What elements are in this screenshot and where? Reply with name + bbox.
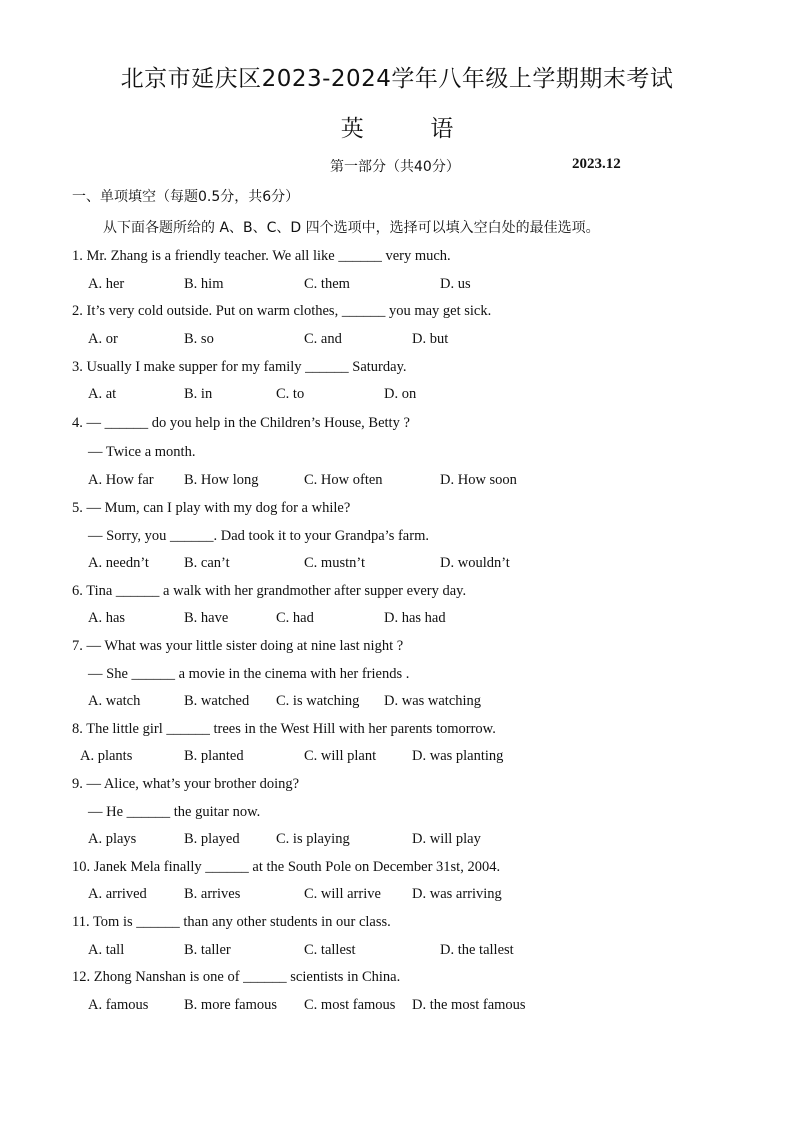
question-7-line-1: 7. — What was your little sister doing at nine last night ? bbox=[72, 638, 404, 654]
question-5-option-a[interactable]: A. needn’t bbox=[88, 555, 149, 571]
question-11-option-c[interactable]: C. tallest bbox=[304, 942, 356, 958]
question-8-line-1: 8. The little girl ______ trees in the West Hill with her parents tomorrow. bbox=[72, 721, 496, 737]
question-3-option-c[interactable]: C. to bbox=[276, 386, 305, 402]
question-9-option-b[interactable]: B. played bbox=[184, 831, 240, 847]
question-5-option-c[interactable]: C. mustn’t bbox=[304, 555, 365, 571]
question-4-line-1: 4. — ______ do you help in the Children’s House, Betty ? bbox=[72, 415, 410, 431]
question-10-option-d[interactable]: D. was arriving bbox=[412, 886, 502, 902]
section-instruction: 从下面各题所给的 A、B、C、D 四个选项中，选择可以填入空白处的最佳选项。 bbox=[103, 220, 600, 236]
question-12-option-a[interactable]: A. famous bbox=[88, 997, 149, 1013]
question-11-option-b[interactable]: B. taller bbox=[184, 942, 231, 958]
question-7-option-d[interactable]: D. was watching bbox=[384, 693, 482, 709]
question-3-option-a[interactable]: A. at bbox=[88, 386, 117, 402]
question-2-option-c[interactable]: C. and bbox=[304, 331, 342, 347]
question-4-option-a[interactable]: A. How far bbox=[88, 472, 154, 488]
question-9-line-2: — He ______ the guitar now. bbox=[88, 804, 261, 820]
question-11-line-1: 11. Tom is ______ than any other students in our class. bbox=[72, 914, 391, 930]
question-11-option-d[interactable]: D. the tallest bbox=[440, 942, 514, 958]
question-1-option-c[interactable]: C. them bbox=[304, 276, 350, 292]
question-7-option-b[interactable]: B. watched bbox=[184, 693, 250, 709]
question-8-option-c[interactable]: C. will plant bbox=[304, 748, 377, 764]
question-7-option-a[interactable]: A. watch bbox=[88, 693, 141, 709]
question-5-option-b[interactable]: B. can’t bbox=[184, 555, 230, 571]
question-10-option-b[interactable]: B. arrives bbox=[184, 886, 241, 902]
question-8-option-b[interactable]: B. planted bbox=[184, 748, 244, 764]
section-heading: 一、单项填空（每题0.5分，共6分） bbox=[72, 189, 300, 205]
question-6-option-a[interactable]: A. has bbox=[88, 610, 126, 626]
question-4-option-c[interactable]: C. How often bbox=[304, 472, 383, 488]
question-6-option-c[interactable]: C. had bbox=[276, 610, 314, 626]
question-2-line-1: 2. It’s very cold outside. Put on warm clothes, ______ you may get sick. bbox=[72, 303, 492, 319]
part-label: 第一部分（共40分） bbox=[330, 159, 460, 175]
question-2-option-d[interactable]: D. but bbox=[412, 331, 449, 347]
question-4-line-2: — Twice a month. bbox=[88, 444, 196, 460]
question-9-line-1: 9. — Alice, what’s your brother doing? bbox=[72, 776, 300, 792]
question-4-option-b[interactable]: B. How long bbox=[184, 472, 259, 488]
question-1-option-b[interactable]: B. him bbox=[184, 276, 224, 292]
question-1-option-d[interactable]: D. us bbox=[440, 276, 471, 292]
question-10-option-a[interactable]: A. arrived bbox=[88, 886, 147, 902]
question-2-option-b[interactable]: B. so bbox=[184, 331, 214, 347]
question-7-line-2: — She ______ a movie in the cinema with her friends . bbox=[88, 666, 410, 682]
question-1-option-a[interactable]: A. her bbox=[88, 276, 125, 292]
question-9-option-d[interactable]: D. will play bbox=[412, 831, 481, 847]
question-5-line-1: 5. — Mum, can I play with my dog for a while? bbox=[72, 500, 351, 516]
question-8-option-d[interactable]: D. was planting bbox=[412, 748, 504, 764]
question-12-line-1: 12. Zhong Nanshan is one of ______ scientists in China. bbox=[72, 969, 401, 985]
subject-char-1: 英 bbox=[340, 116, 364, 142]
question-9-option-a[interactable]: A. plays bbox=[88, 831, 137, 847]
question-10-option-c[interactable]: C. will arrive bbox=[304, 886, 381, 902]
question-6-line-1: 6. Tina ______ a walk with her grandmother after supper every day. bbox=[72, 583, 467, 599]
exam-date: 2023.12 bbox=[572, 156, 621, 172]
question-2-option-a[interactable]: A. or bbox=[88, 331, 118, 347]
exam-title: 北京市延庆区2023-2024学年八年级上学期期末考试 bbox=[120, 66, 674, 92]
question-5-option-d[interactable]: D. wouldn’t bbox=[440, 555, 510, 571]
question-12-option-d[interactable]: D. the most famous bbox=[412, 997, 526, 1013]
question-5-line-2: — Sorry, you ______. Dad took it to your Grandpa’s farm. bbox=[88, 528, 429, 544]
question-12-option-b[interactable]: B. more famous bbox=[184, 997, 278, 1013]
question-8-option-a[interactable]: A. plants bbox=[80, 748, 133, 764]
question-1-line-1: 1. Mr. Zhang is a friendly teacher. We all like ______ very much. bbox=[72, 248, 451, 264]
question-7-option-c[interactable]: C. is watching bbox=[276, 693, 360, 709]
question-6-option-d[interactable]: D. has had bbox=[384, 610, 446, 626]
question-6-option-b[interactable]: B. have bbox=[184, 610, 229, 626]
subject-heading bbox=[0, 110, 794, 143]
question-4-option-d[interactable]: D. How soon bbox=[440, 472, 517, 488]
question-3-line-1: 3. Usually I make supper for my family ______ Saturday. bbox=[72, 359, 407, 375]
question-12-option-c[interactable]: C. most famous bbox=[304, 997, 396, 1013]
question-10-line-1: 10. Janek Mela finally ______ at the South Pole on December 31st, 2004. bbox=[72, 859, 501, 875]
question-9-option-c[interactable]: C. is playing bbox=[276, 831, 350, 847]
question-3-option-b[interactable]: B. in bbox=[184, 386, 213, 402]
question-11-option-a[interactable]: A. tall bbox=[88, 942, 125, 958]
question-3-option-d[interactable]: D. on bbox=[384, 386, 417, 402]
subject-char-2: 语 bbox=[430, 116, 454, 142]
